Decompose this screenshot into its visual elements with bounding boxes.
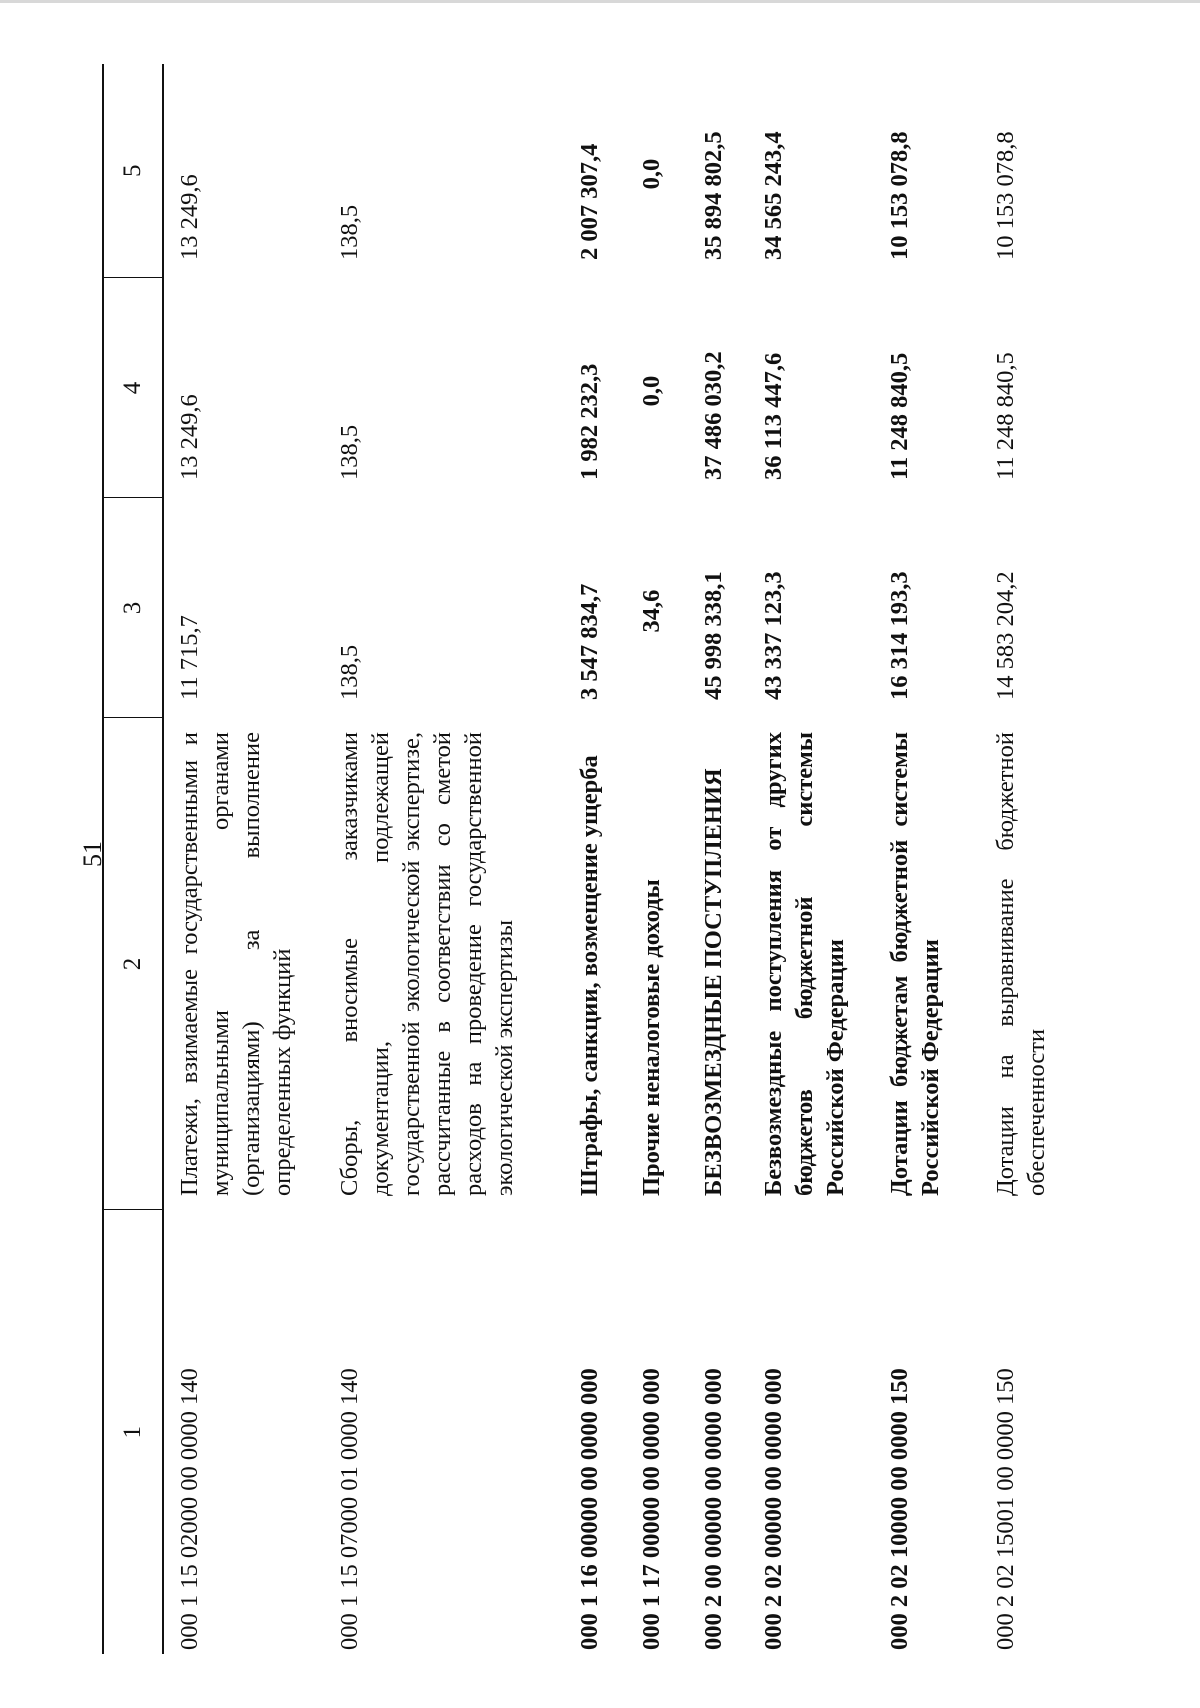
table-row [568, 64, 630, 1654]
table-body [163, 64, 1070, 1654]
row-value-col5: 34 565 243,4 [760, 131, 787, 260]
row-code: 000 2 02 00000 00 0000 000 [760, 1368, 787, 1650]
row-name: Сборы, вносимые заказчиками документации, подлежащей государственной экологической экспертизе, рассчитанные в соответствии со сметой расходов на проведение государственной экологической экспертизы [336, 732, 518, 1196]
row-value-col4: 0,0 [638, 375, 665, 407]
row-value-col4: 138,5 [336, 424, 363, 480]
header-col-2: 2 [103, 718, 163, 1210]
table-row [692, 64, 750, 1654]
row-value-col5: 0,0 [638, 158, 665, 190]
header-row [103, 64, 163, 1654]
table-row [630, 64, 692, 1654]
row-value-col3: 3 547 834,7 [576, 583, 603, 700]
row-code: 000 1 15 02000 00 0000 140 [176, 1368, 203, 1650]
row-value-col5: 35 894 802,5 [700, 131, 727, 260]
row-value-col3: 14 583 204,2 [992, 571, 1019, 700]
row-value-col5: 10 153 078,8 [992, 131, 1019, 260]
row-value-col4: 11 248 840,5 [992, 352, 1019, 480]
header-col-1: 1 [103, 1210, 163, 1654]
row-value-col5: 2 007 307,4 [576, 143, 603, 260]
row-value-col5: 10 153 078,8 [886, 131, 913, 260]
row-value-col3: 138,5 [336, 644, 363, 700]
row-value-col3: 43 337 123,3 [760, 571, 787, 700]
row-code: 000 2 02 10000 00 0000 150 [886, 1368, 913, 1650]
table-row [298, 64, 568, 1654]
row-code: 000 2 02 15001 00 0000 150 [992, 1368, 1019, 1650]
table-row [876, 64, 982, 1654]
row-name: Дотации на выравнивание бюджетной обеспеченности [992, 732, 1050, 1196]
row-name: Платежи, взимаемые государственными и муниципальными органами (организациями) за выполнение определенных функций [176, 732, 296, 1196]
budget-revenue-table [102, 64, 1070, 1654]
header-col-3: 3 [103, 498, 163, 718]
row-value-col4: 37 486 030,2 [700, 351, 727, 480]
table-row [163, 64, 298, 1654]
row-name: Безвозмездные поступления от других бюджетов бюджетной системы Российской Федерации [760, 732, 849, 1196]
row-value-col5: 13 249,6 [176, 174, 203, 260]
row-value-col3: 11 715,7 [176, 615, 203, 700]
row-value-col3: 16 314 193,3 [886, 571, 913, 700]
row-name: Дотации бюджетам бюджетной системы Российской Федерации [886, 732, 944, 1196]
row-value-col4: 11 248 840,5 [886, 352, 913, 480]
row-code: 000 1 15 07000 01 0000 140 [336, 1368, 363, 1650]
row-name: Прочие неналоговые доходы [638, 879, 665, 1196]
page-number: 51 [78, 841, 107, 867]
row-value-col4: 1 982 232,3 [576, 363, 603, 480]
row-code: 000 1 17 00000 00 0000 000 [638, 1368, 665, 1650]
row-value-col5: 138,5 [336, 204, 363, 260]
header-col-4: 4 [103, 278, 163, 498]
table-row [750, 64, 876, 1654]
header-col-5: 5 [103, 64, 163, 278]
row-code: 000 1 16 00000 00 0000 000 [576, 1368, 603, 1650]
row-value-col4: 13 249,6 [176, 394, 203, 480]
row-name: БЕЗВОЗМЕЗДНЫЕ ПОСТУПЛЕНИЯ [700, 768, 727, 1196]
table-header [103, 64, 163, 1654]
row-value-col3: 34,6 [638, 589, 665, 633]
table-row [982, 64, 1070, 1654]
row-value-col3: 45 998 338,1 [700, 571, 727, 700]
row-value-col4: 36 113 447,6 [760, 352, 787, 480]
row-name: Штрафы, санкции, возмещение ущерба [576, 755, 603, 1196]
row-code: 000 2 00 00000 00 0000 000 [700, 1368, 727, 1650]
